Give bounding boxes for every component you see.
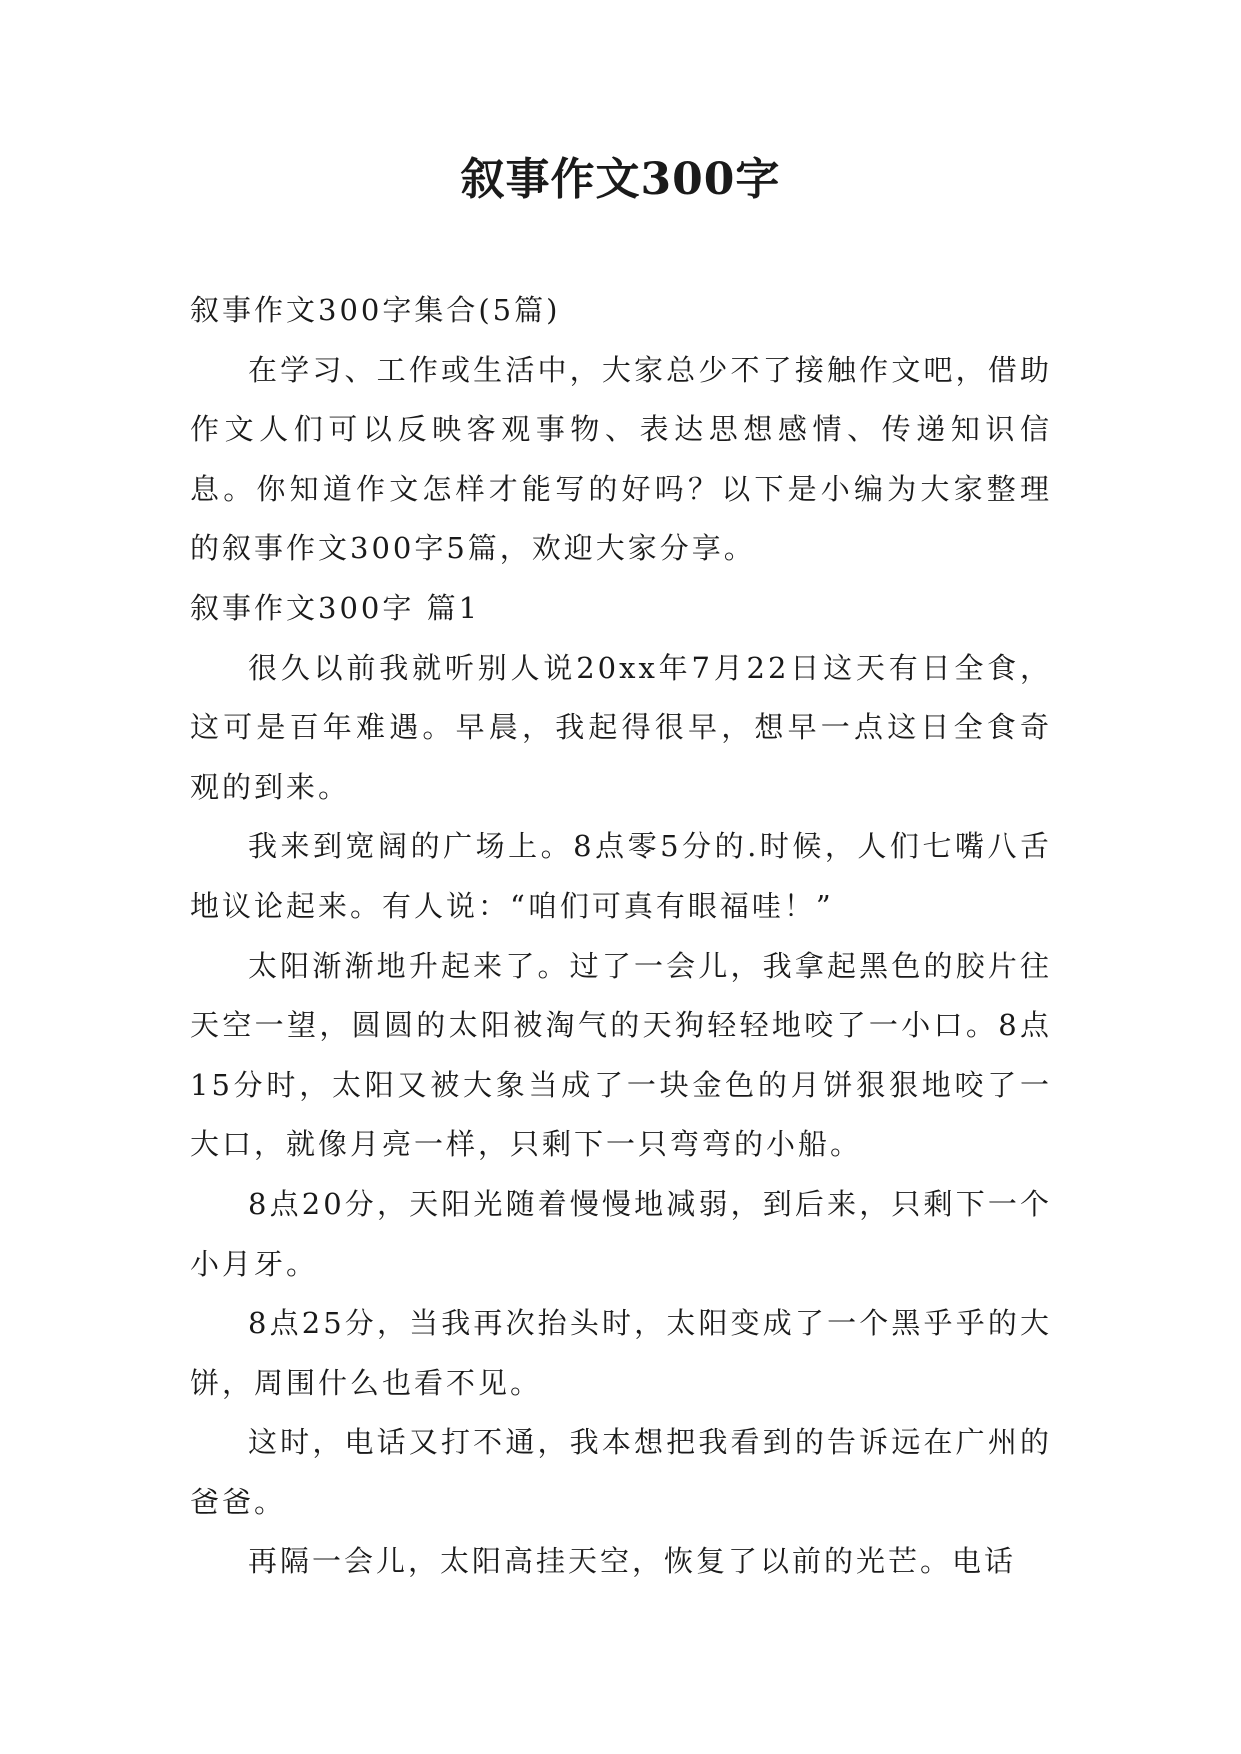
body-paragraph: 很久以前我就听别人说20xx年7月22日这天有日全食，这可是百年难遇。早晨，我起得很早，想早一点这日全食奇观的到来。 [190, 650, 1052, 804]
body-paragraph: 8点25分，当我再次抬头时，太阳变成了一个黑乎乎的大饼，周围什么也看不见。 [190, 1306, 1052, 1400]
collection-heading: 叙事作文300字集合(5篇) [190, 293, 561, 327]
intro-paragraph: 在学习、工作或生活中，大家总少不了接触作文吧，借助作文人们可以反映客观事物、表达思想感情、传递知识信息。你知道作文怎样才能写的好吗？以下是小编为大家整理的叙事作文300字5篇，欢迎大家分享。 [190, 352, 1052, 566]
section-heading: 叙事作文300字 篇1 [190, 590, 481, 625]
body-paragraph: 8点20分，天阳光随着慢慢地减弱，到后来，只剩下一个小月牙。 [190, 1186, 1052, 1281]
body-paragraph: 太阳渐渐地升起来了。过了一会儿，我拿起黑色的胶片往天空一望，圆圆的太阳被淘气的天狗轻轻地咬了一小口。8点15分时，太阳又被大象当成了一块金色的月饼狠狠地咬了一大口，就像月亮一样，只剩下一只弯弯的小船。 [190, 948, 1052, 1162]
document-body [190, 281, 1052, 1592]
body-paragraph: 再隔一会儿，太阳高挂天空，恢复了以前的光芒。电话 [248, 1544, 1017, 1579]
body-paragraph: 这时，电话又打不通，我本想把我看到的告诉远在广州的爸爸。 [190, 1425, 1052, 1519]
document-title: 叙事作文300字 [460, 154, 781, 205]
body-paragraph: 我来到宽阔的广场上。8点零5分的.时候，人们七嘴八舌地议论起来。有人说：“咱们可真有眼福哇！” [190, 829, 1052, 923]
